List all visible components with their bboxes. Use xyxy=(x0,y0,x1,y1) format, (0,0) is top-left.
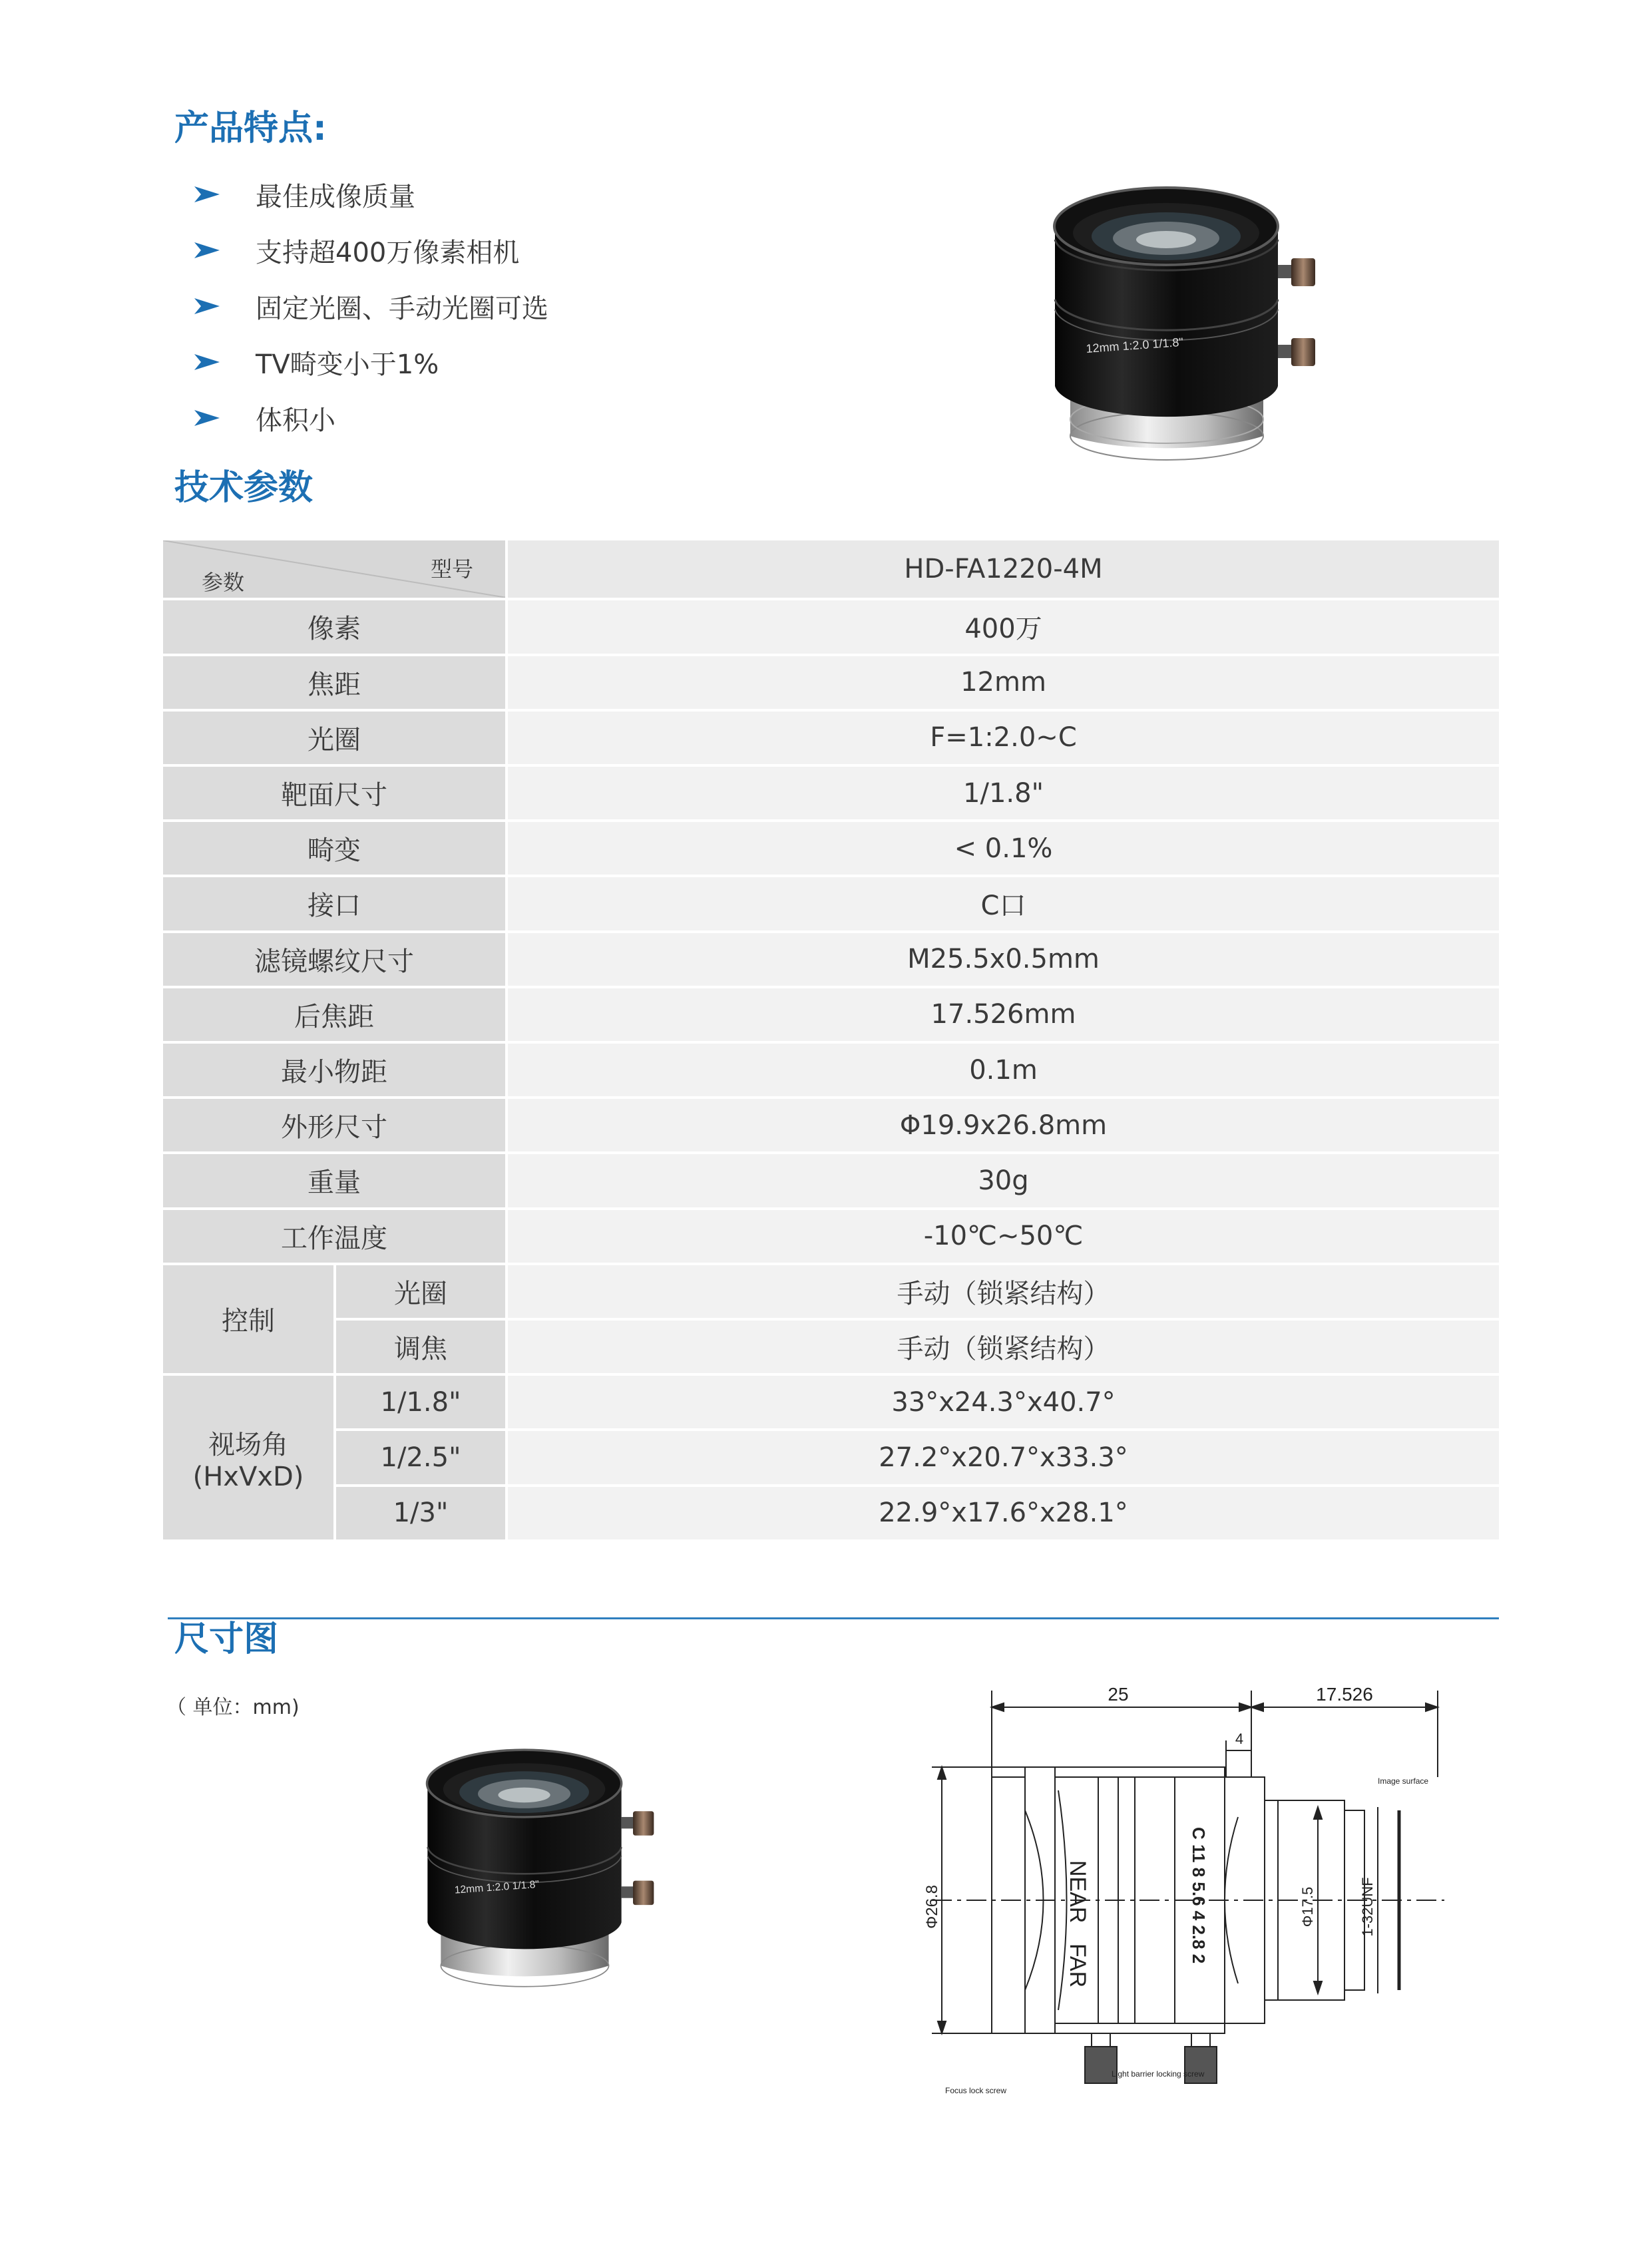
feature-item xyxy=(193,222,548,278)
spec-label: 像素 xyxy=(163,599,507,654)
spec-value: 12mm xyxy=(507,655,1499,710)
f-scale: C 11 8 5.6 4 2.8 2 xyxy=(1189,1827,1209,1964)
feature-text: TV畸变小于1% xyxy=(256,349,439,380)
spec-value: 1/1.8" xyxy=(507,765,1499,821)
feature-item xyxy=(193,166,548,222)
table-row xyxy=(163,1098,1499,1153)
feature-text: 固定光圈、手动光圈可选 xyxy=(256,293,548,324)
arrow-icon xyxy=(193,409,256,427)
focus-screw-label: Focus lock screw xyxy=(945,2086,1007,2095)
spec-value: 17.526mm xyxy=(507,987,1499,1042)
fov-label-line1: 视场角 xyxy=(208,1429,288,1460)
spec-value: M25.5x0.5mm xyxy=(507,932,1499,987)
control-label: 控制 xyxy=(163,1264,335,1374)
dim-inner: Φ17.5 xyxy=(1299,1886,1316,1928)
specs-title: 技术参数 xyxy=(174,468,313,508)
table-row xyxy=(163,1042,1499,1098)
fov-sensor-label: 1/3" xyxy=(335,1486,507,1541)
table-row xyxy=(163,710,1499,765)
spec-label: 重量 xyxy=(163,1153,507,1208)
fov-value: 22.9°x17.6°x28.1° xyxy=(507,1486,1499,1541)
image-surface-label: Image surface xyxy=(1378,1776,1429,1786)
spec-value: 30g xyxy=(507,1153,1499,1208)
thread-label: 1-32UNF xyxy=(1359,1877,1376,1937)
fov-label-line2: (HxVxD) xyxy=(192,1461,304,1492)
arrow-icon xyxy=(193,241,256,260)
table-row xyxy=(163,655,1499,710)
spec-table xyxy=(163,540,1499,1542)
table-row xyxy=(163,599,1499,654)
near-label: NEAR xyxy=(1065,1860,1090,1924)
spec-label: 靶面尺寸 xyxy=(163,765,507,821)
table-row xyxy=(163,1153,1499,1208)
feature-text: 最佳成像质量 xyxy=(256,181,415,212)
lens-label: 12mm 1:2.0 1/1.8" xyxy=(1085,335,1184,355)
iris-screw-label: Light barrier locking screw xyxy=(1112,2069,1205,2079)
table-row xyxy=(163,932,1499,987)
fov-value: 27.2°x20.7°x33.3° xyxy=(507,1430,1499,1485)
feature-item xyxy=(193,278,548,334)
spec-label: 滤镜螺纹尺寸 xyxy=(163,932,507,987)
spec-label: 外形尺寸 xyxy=(163,1098,507,1153)
spec-value: C口 xyxy=(507,876,1499,931)
feature-item xyxy=(193,390,548,446)
section-divider xyxy=(168,1617,1499,1619)
features-list xyxy=(193,166,548,446)
dim-flange: 4 xyxy=(1235,1731,1244,1747)
lens-photo-top xyxy=(1052,180,1358,493)
dimension-title: 尺寸图 xyxy=(174,1619,279,1659)
arrow-icon xyxy=(193,185,256,204)
table-row xyxy=(163,540,1499,599)
spec-value: Φ19.9x26.8mm xyxy=(507,1098,1499,1153)
spec-label: 工作温度 xyxy=(163,1209,507,1264)
arrow-icon xyxy=(193,353,256,371)
arrow-icon xyxy=(193,297,256,315)
spec-value: -10℃~50℃ xyxy=(507,1209,1499,1264)
lens-label-bottom: 12mm 1:2.0 1/1.8" xyxy=(454,1878,540,1896)
feature-text: 支持超400万像素相机 xyxy=(256,237,520,268)
far-label: FAR xyxy=(1065,1943,1090,1988)
header-diagonal-cell xyxy=(163,540,507,599)
fov-sensor-label: 1/1.8" xyxy=(335,1374,507,1430)
features-title: 产品特点: xyxy=(174,108,327,148)
spec-label: 光圈 xyxy=(163,710,507,765)
spec-label: 接口 xyxy=(163,876,507,931)
spec-value: 0.1m xyxy=(507,1042,1499,1098)
control-value: 手动（锁紧结构） xyxy=(507,1319,1499,1374)
lens-photo-bottom xyxy=(425,1742,691,2015)
feature-item xyxy=(193,334,548,390)
spec-label: 后焦距 xyxy=(163,987,507,1042)
table-row xyxy=(163,876,1499,931)
spec-label: 焦距 xyxy=(163,655,507,710)
table-row xyxy=(163,1209,1499,1264)
dim-back-focus: 17.526 xyxy=(1316,1684,1373,1705)
spec-label: 畸变 xyxy=(163,821,507,876)
fov-label xyxy=(163,1374,335,1541)
table-row xyxy=(163,1264,1499,1319)
spec-label: 最小物距 xyxy=(163,1042,507,1098)
table-row xyxy=(163,1430,1499,1485)
table-row xyxy=(163,1319,1499,1374)
spec-value: 400万 xyxy=(507,599,1499,654)
header-model-label: 型号 xyxy=(430,556,473,582)
control-sub-label: 调焦 xyxy=(335,1319,507,1374)
table-row xyxy=(163,987,1499,1042)
feature-text: 体积小 xyxy=(256,405,335,436)
fov-value: 33°x24.3°x40.7° xyxy=(507,1374,1499,1430)
spec-value: < 0.1% xyxy=(507,821,1499,876)
control-value: 手动（锁紧结构） xyxy=(507,1264,1499,1319)
table-row xyxy=(163,821,1499,876)
fov-sensor-label: 1/2.5" xyxy=(335,1430,507,1485)
table-row xyxy=(163,765,1499,821)
dimension-drawing xyxy=(919,1677,1491,2103)
model-value: HD-FA1220-4M xyxy=(507,540,1499,599)
control-sub-label: 光圈 xyxy=(335,1264,507,1319)
dim-diameter: Φ26.8 xyxy=(923,1885,941,1929)
table-row xyxy=(163,1486,1499,1541)
dim-length: 25 xyxy=(1108,1684,1129,1705)
unit-note: （ 单位：mm) xyxy=(166,1696,300,1719)
table-row xyxy=(163,1374,1499,1430)
spec-value: F=1:2.0~C xyxy=(507,710,1499,765)
header-param-label: 参数 xyxy=(202,570,245,596)
